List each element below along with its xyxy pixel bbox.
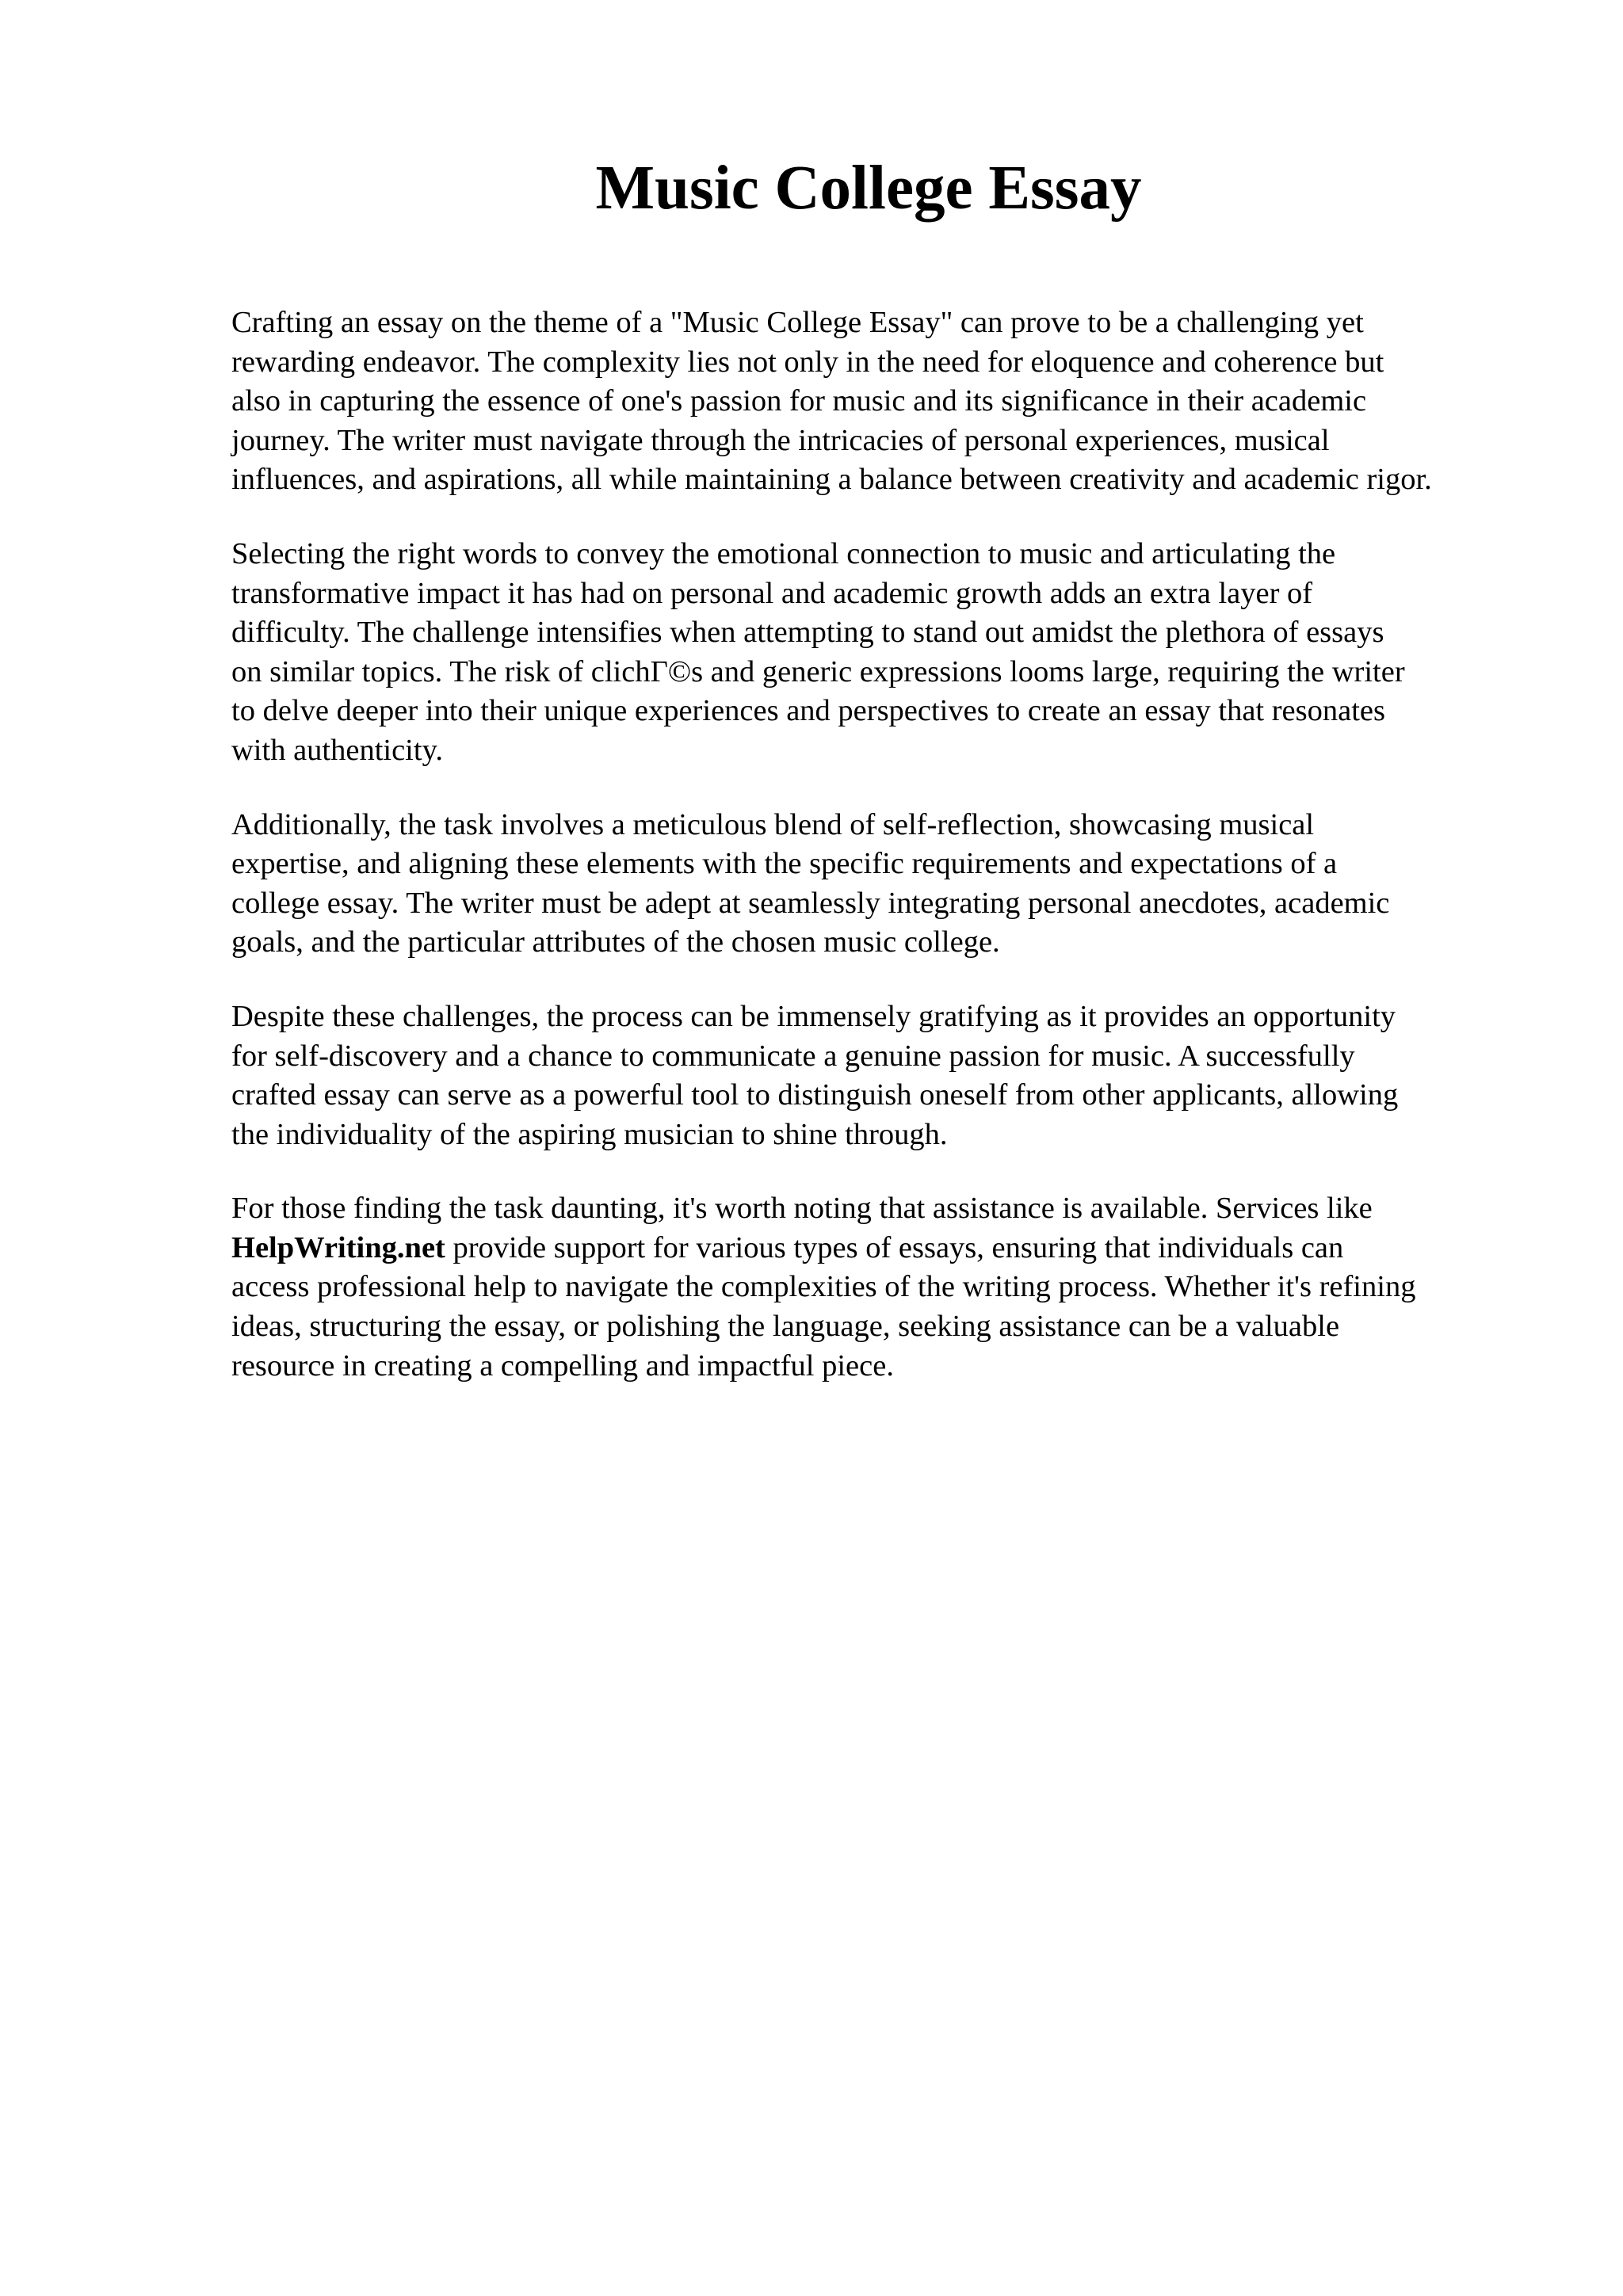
paragraph-4 bbox=[231, 997, 1547, 1154]
text-line: difficulty. The challenge intensifies when attempting to stand out amidst the plethora of essays bbox=[231, 616, 1384, 650]
text-line: on similar topics. The risk of clichГ©s and generic expressions looms large, requiring the writer bbox=[231, 654, 1405, 688]
text-line: journey. The writer must navigate through the intricacies of personal experiences, musical bbox=[231, 423, 1330, 457]
text-line: transformative impact it has had on personal and academic growth adds an extra layer of bbox=[231, 576, 1313, 610]
text-line: access professional help to navigate the complexities of the writing process. Whether it's refining bbox=[231, 1270, 1416, 1304]
text-line: with authenticity. bbox=[231, 733, 443, 767]
text-line: ideas, structuring the essay, or polishing the language, seeking assistance can be a valuable bbox=[231, 1310, 1340, 1344]
paragraph-3 bbox=[231, 806, 1547, 963]
paragraph-1 bbox=[231, 303, 1547, 500]
text-line: influences, and aspirations, all while maintaining a balance between creativity and academic rigor. bbox=[231, 463, 1432, 497]
text-line: expertise, and aligning these elements with the specific requirements and expectations of a bbox=[231, 847, 1338, 881]
text-line: also in capturing the essence of one's passion for music and its significance in their academic bbox=[231, 384, 1367, 418]
text-line: rewarding endeavor. The complexity lies not only in the need for eloquence and coherence but bbox=[231, 345, 1384, 379]
text-line: crafted essay can serve as a powerful tool to distinguish oneself from other applicants, allowing bbox=[231, 1078, 1399, 1112]
text-line: For those finding the task daunting, it's worth noting that assistance is available. Services like bbox=[231, 1192, 1373, 1226]
text-line: the individuality of the aspiring musician to shine through. bbox=[231, 1117, 948, 1151]
text-line: goals, and the particular attributes of the chosen music college. bbox=[231, 925, 1000, 959]
paragraph-2 bbox=[231, 535, 1547, 771]
text-line: Additionally, the task involves a meticulous blend of self-reflection, showcasing musical bbox=[231, 807, 1315, 841]
text-line: Crafting an essay on the theme of a "Music College Essay" can prove to be a challenging yet bbox=[231, 306, 1364, 339]
text-line: Selecting the right words to convey the emotional connection to music and articulating the bbox=[231, 536, 1336, 570]
essay-body bbox=[231, 303, 1547, 1421]
text-line: college essay. The writer must be adept at seamlessly integrating personal anecdotes, academic bbox=[231, 886, 1390, 920]
helpwriting-link[interactable]: HelpWriting.net bbox=[231, 1230, 445, 1264]
text-line bbox=[231, 1229, 1547, 1268]
text-line: Despite these challenges, the process can be immensely gratifying as it provides an opportunity bbox=[231, 999, 1396, 1033]
text-fragment: provide support for various types of essays, ensuring that individuals can bbox=[445, 1230, 1344, 1264]
text-line: to delve deeper into their unique experiences and perspectives to create an essay that resonates bbox=[231, 694, 1385, 728]
text-line: resource in creating a compelling and impactful piece. bbox=[231, 1348, 894, 1383]
text-line: for self-discovery and a chance to communicate a genuine passion for music. A successfully bbox=[231, 1039, 1355, 1073]
paragraph-5 bbox=[231, 1189, 1547, 1386]
document-title: Music College Essay bbox=[595, 154, 1142, 223]
